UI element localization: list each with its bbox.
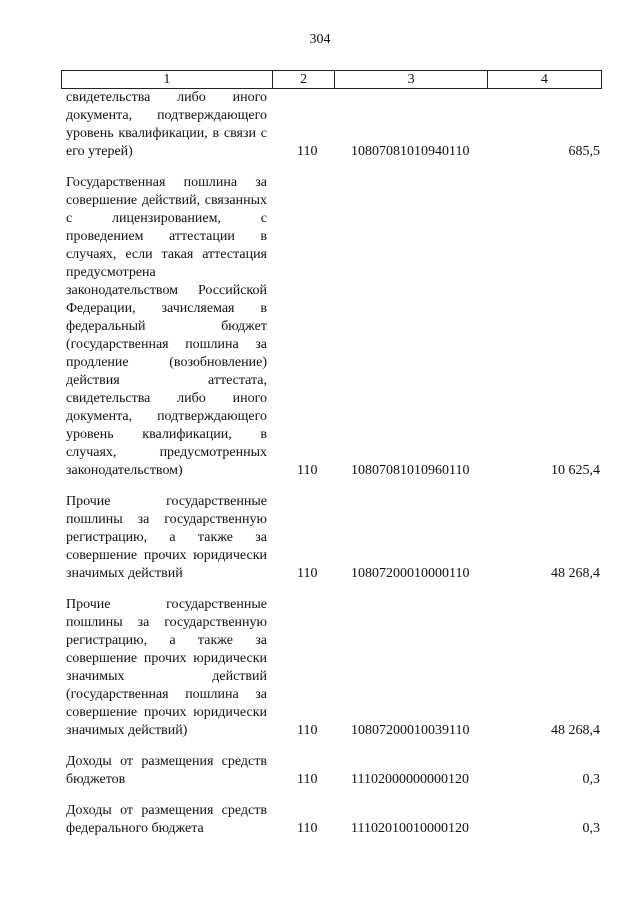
row-budget-code: 10807200010039110 (351, 723, 470, 738)
row-amount: 48 268,4 (551, 723, 600, 738)
table-row (66, 596, 602, 740)
row-admin-code: 110 (297, 566, 318, 581)
table-row (66, 802, 602, 838)
row-description: Прочие государственные пошлины за государственную регистрацию, а также за совершение прочих юридически значимых действий (государственная пошлина за совершение прочих юридически значимых действий) (66, 597, 267, 738)
row-admin-code: 110 (297, 463, 318, 478)
table-body (66, 89, 602, 851)
row-admin-code: 110 (297, 772, 318, 787)
row-admin-code: 110 (297, 723, 318, 738)
row-amount: 0,3 (582, 772, 600, 787)
header-col-4: 4 (540, 72, 548, 87)
row-budget-code: 11102000000000120 (351, 772, 469, 787)
row-budget-code: 10807081010960110 (351, 463, 470, 478)
table-row (66, 753, 602, 789)
header-col-1: 1 (62, 71, 273, 88)
row-description: свидетельства либо иного документа, подтверждающего уровень квалификации, в связи с его утерей) (66, 90, 267, 159)
row-admin-code: 110 (297, 821, 318, 836)
row-description: Доходы от размещения средств бюджетов (66, 754, 267, 787)
row-amount: 10 625,4 (551, 463, 600, 478)
row-admin-code: 110 (297, 144, 318, 159)
row-amount: 685,5 (568, 144, 600, 159)
header-col-2: 2 (273, 71, 336, 88)
row-budget-code: 10807200010000110 (351, 566, 470, 581)
table-row (66, 89, 602, 161)
row-budget-code: 11102010010000120 (351, 821, 469, 836)
row-budget-code: 10807081010940110 (351, 144, 470, 159)
table-header (61, 70, 602, 89)
page-number: 304 (309, 32, 331, 47)
table-row (66, 493, 602, 583)
row-description: Доходы от размещения средств федерального бюджета (66, 803, 267, 836)
row-description: Государственная пошлина за совершение действий, связанных с лицензированием, с проведением аттестации в случаях, если такая аттестация предусмотрена законодательством Российской Федерации, зачисляемая в федеральный бюджет (государственная пошлина за продление (возобновление) действия аттестата, свидетельства либо иного документа, подтверждающего уровень квалификации, в случаях, предусмотренных законодательством) (66, 175, 267, 478)
header-col-3: 3 (335, 71, 487, 88)
row-amount: 48 268,4 (551, 566, 600, 581)
row-amount: 0,3 (582, 821, 600, 836)
table-row (66, 174, 602, 480)
row-description: Прочие государственные пошлины за государственную регистрацию, а также за совершение прочих юридически значимых действий (66, 494, 267, 581)
